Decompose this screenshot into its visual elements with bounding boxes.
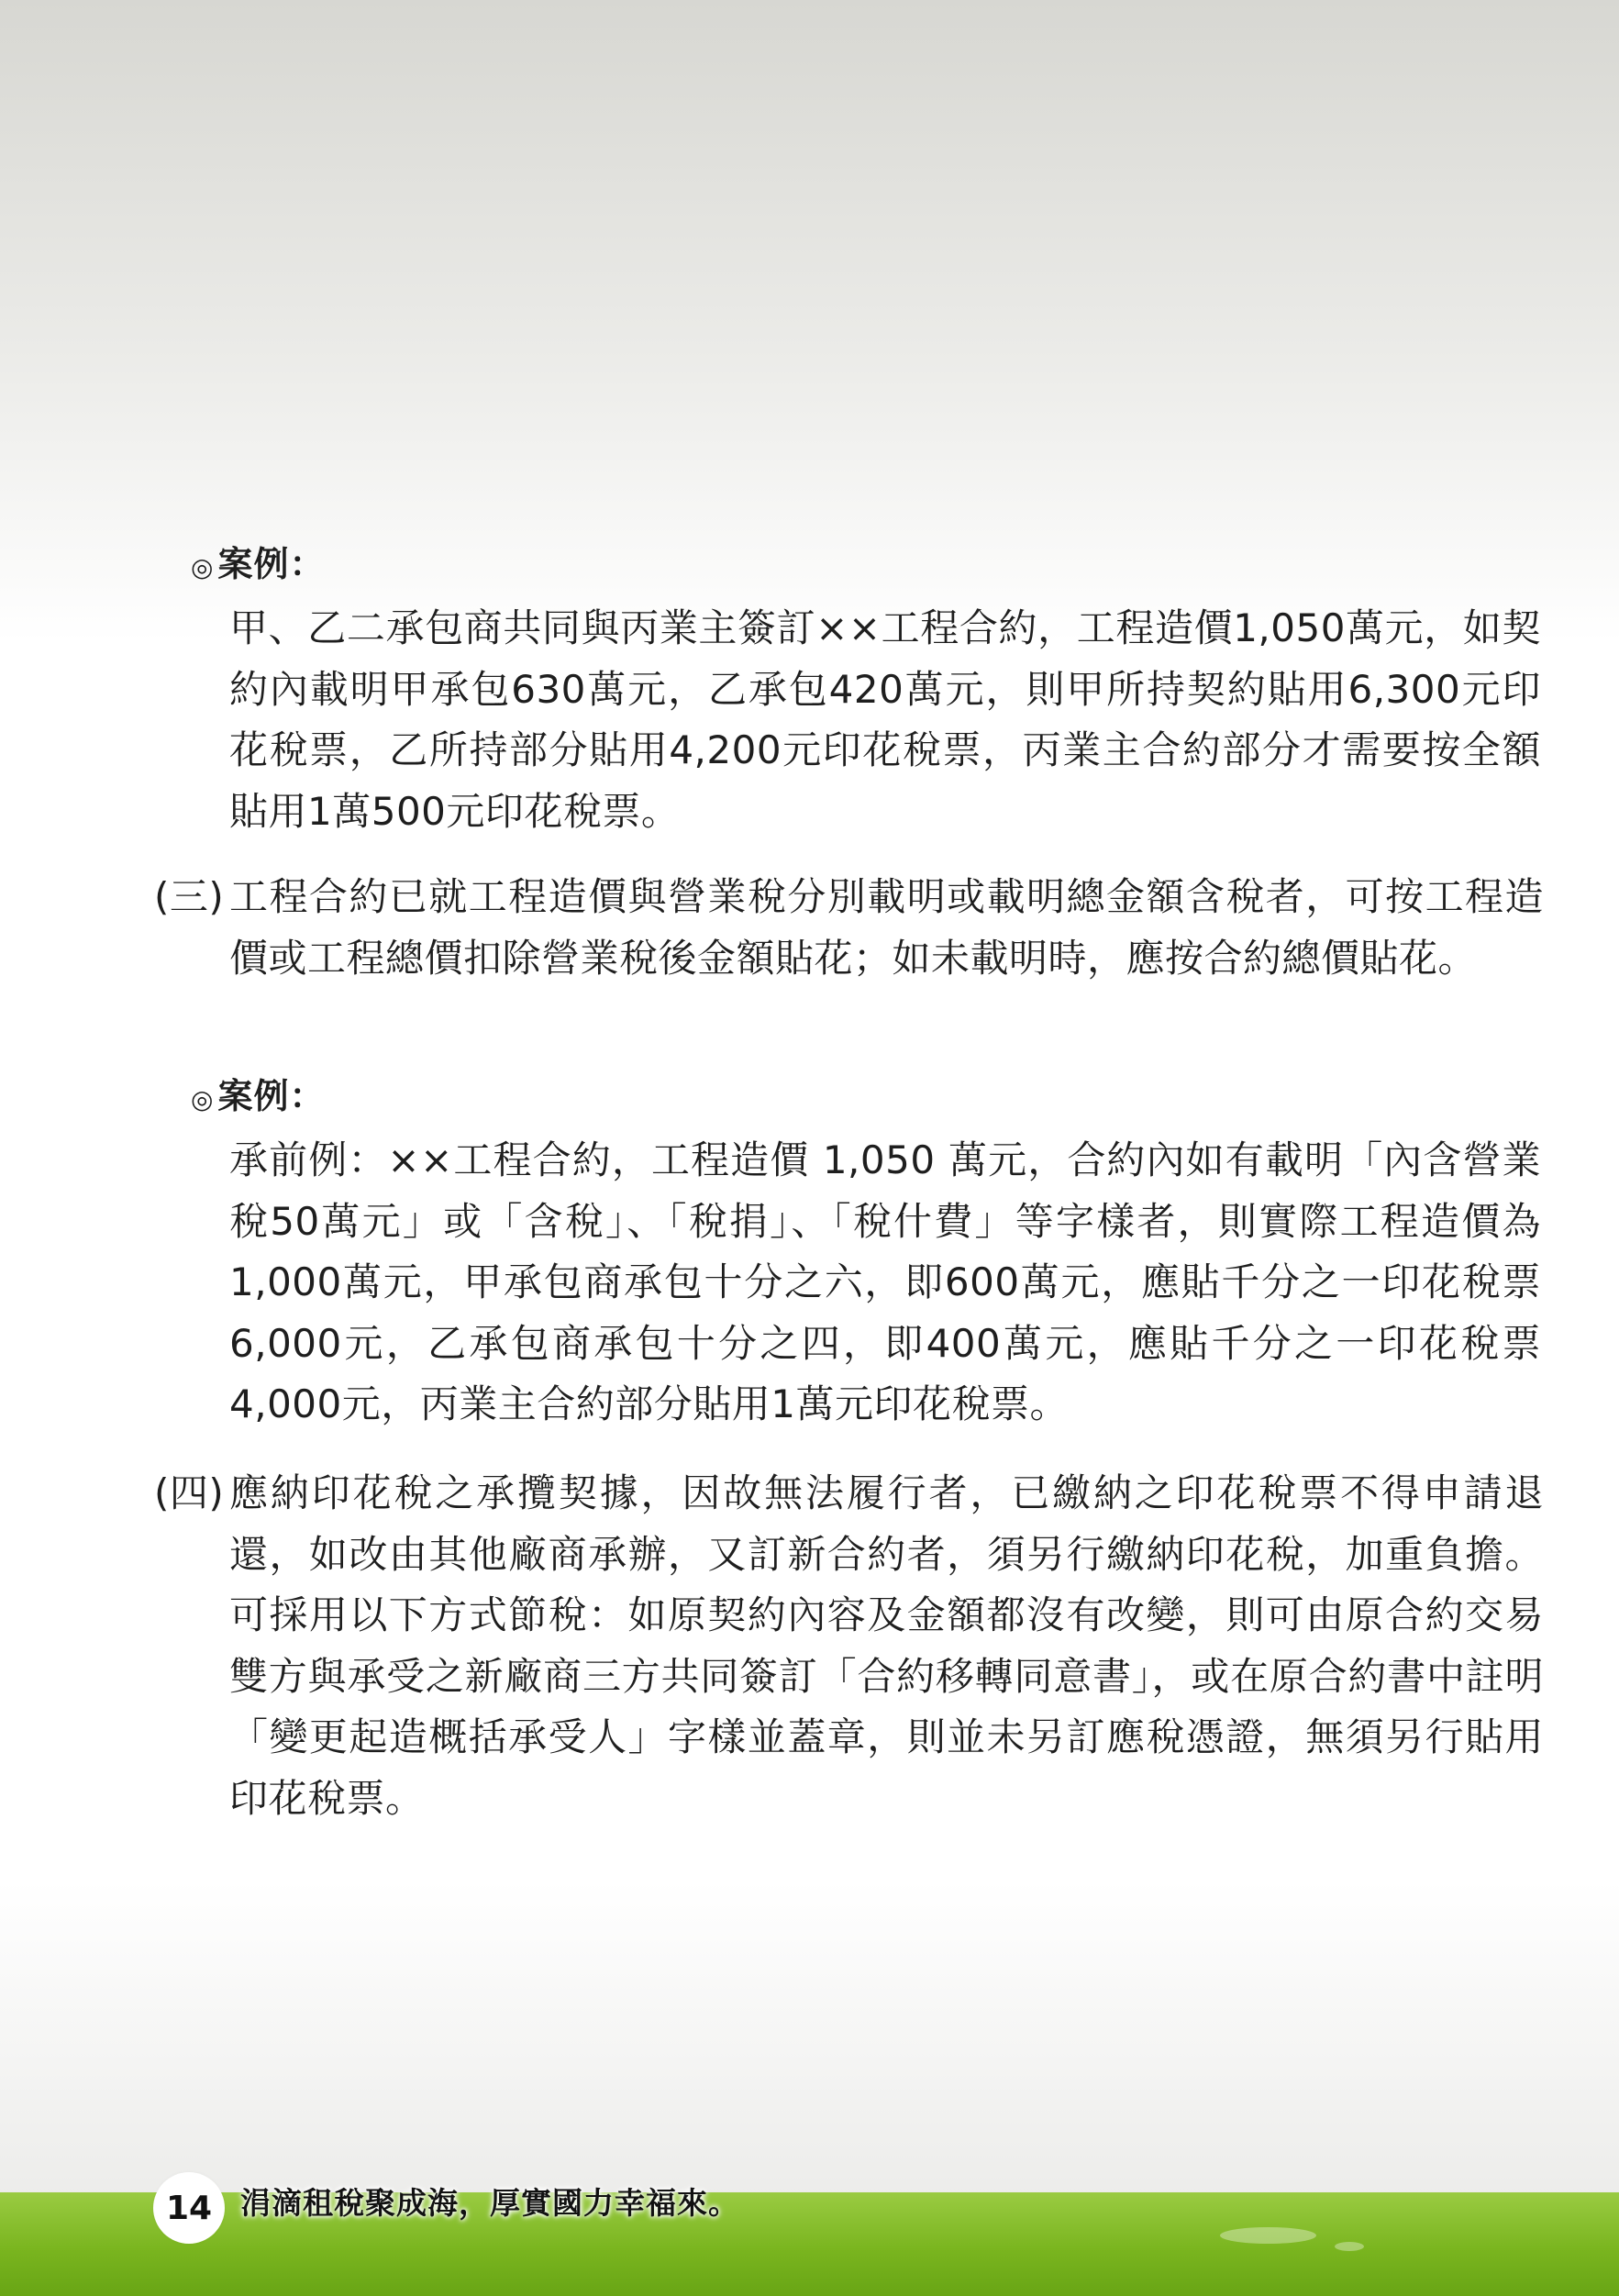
footer-slogan: 涓滴租稅聚成海，厚實國力幸福來。 [240, 2185, 739, 2221]
item-3 [154, 867, 1544, 989]
case1-text: 甲、乙二承包商共同與丙業主簽訂××工程合約，工程造價1,050萬元，如契約內載明甲承包630萬元，乙承包420萬元，則甲所持契約貼用6,300元印花稅票，乙所持部分貼用4,200元印花稅票，丙業主合約部分才需要按全額貼用1萬500元印花稅票。 [229, 605, 1541, 834]
item-4-number: (四) [154, 1470, 225, 1515]
item-4 [154, 1463, 1544, 1829]
decor-oval [1220, 2227, 1316, 2244]
bullseye-icon: ◎ [191, 1084, 215, 1115]
decor-oval [1335, 2242, 1364, 2251]
item-4-text: 應納印花稅之承攬契據，因故無法履行者，已繳納之印花稅票不得申請退還，如改由其他廠商承辦，又訂新合約者，須另行繳納印花稅，加重負擔。可採用以下方式節稅：如原契約內容及金額都沒有改變，則可由原合約交易雙方與承受之新廠商三方共同簽訂「合約移轉同意書」，或在原合約書中註明「變更起造概括承受人」字樣並蓋章，則並未另訂應稅憑證，無須另行貼用印花稅票。 [229, 1470, 1544, 1821]
case1-heading [191, 539, 325, 593]
item-3-text: 工程合約已就工程造價與營業稅分別載明或載明總金額含稅者，可按工程造價或工程總價扣除營業稅後金額貼花；如未載明時，應按合約總價貼花。 [229, 874, 1544, 981]
bullseye-icon: ◎ [191, 552, 215, 582]
case2-heading [191, 1071, 325, 1125]
case1-heading-text: 案例： [217, 544, 326, 584]
case2-text: 承前例：××工程合約，工程造價 1,050 萬元，合約內如有載明「內含營業稅50萬元」或「含稅」、「稅捐」、「稅什費」等字樣者，則實際工程造價為1,000萬元，甲承包商承包十分之六，即600萬元，應貼千分之一印花稅票6,000元，乙承包商承包十分之四，即400萬元，應貼千分之一印花稅票4,000元，丙業主合約部分貼用1萬元印花稅票。 [229, 1137, 1541, 1426]
item-3-number: (三) [154, 874, 225, 919]
page-number: 14 [156, 2175, 222, 2241]
case2-heading-text: 案例： [217, 1076, 326, 1116]
